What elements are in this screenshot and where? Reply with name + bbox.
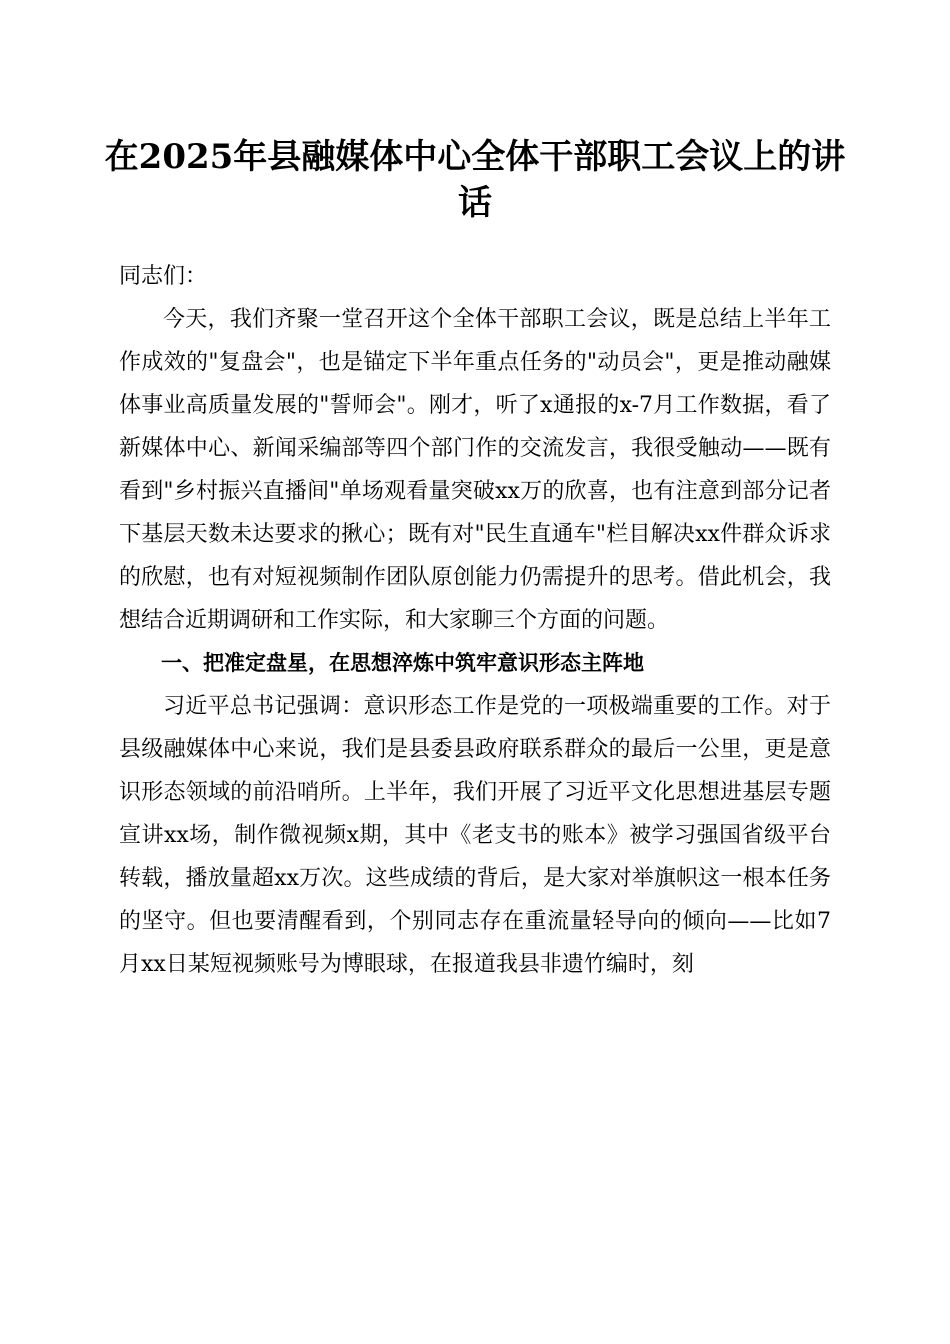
document-title: 在2025年县融媒体中心全体干部职工会议上的讲话 <box>104 137 846 223</box>
opening-paragraph: 今天，我们齐聚一堂召开这个全体干部职工会议，既是总结上半年工作成效的"复盘会"，也是锚定下半年重点任务的"动员会"，更是推动融媒体事业高质量发展的"誓师会"。刚才，听了x通报的x-7月工作数据，看了新媒体中心、新闻采编部等四个部门作的交流发言，我很受触动——既有看到"乡村振兴直播间"单场观看量突破xx万的欣喜，也有注意到部分记者下基层天数未达要求的揪心；既有对"民生直通车"栏目解决xx件群众诉求的欣慰，也有对短视频制作团队原创能力仍需提升的思考。借此机会，我想结合近期调研和工作实际，和大家聊三个方面的问题。 <box>119 307 831 633</box>
document-body <box>119 255 831 986</box>
section-heading: 一、把准定盘星，在思想淬炼中筑牢意识形态主阵地 <box>161 651 644 675</box>
salutation: 同志们： <box>119 264 208 289</box>
section-paragraph: 习近平总书记强调：意识形态工作是党的一项极端重要的工作。对于县级融媒体中心来说，我们是县委县政府联系群众的最后一公里，更是意识形态领域的前沿哨所。上半年，我们开展了习近平文化思想进基层专题宣讲xx场，制作微视频x期，其中《老支书的账本》被学习强国省级平台转载，播放量超xx万次。这些成绩的背后，是大家对举旗帜这一根本任务的坚守。但也要清醒看到，个别同志存在重流量轻导向的倾向——比如7月xx日某短视频账号为博眼球，在报道我县非遗竹编时，刻 <box>119 694 831 977</box>
